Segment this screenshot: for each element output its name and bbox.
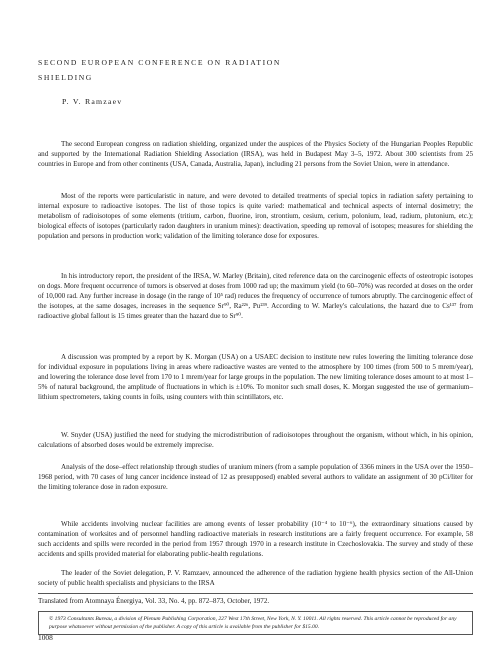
article-title-line-1: SECOND EUROPEAN CONFERENCE ON RADIATION bbox=[38, 58, 281, 67]
copyright-notice-box: © 1973 Consultants Bureau, a division of Plenum Publishing Corporation, 227 West 17th Street, New York, N. Y. 10011. All rights reserved. This article cannot be reproduced for any purpose whatsoever without permission of the publisher. A copy of this article is available from the publisher for $15.00. bbox=[38, 611, 473, 635]
footnote-divider bbox=[38, 593, 473, 594]
body-paragraph: W. Snyder (USA) justified the need for studying the microdistribution of radioisotopes throughout the organism, without which, in his opinion, calculations of absorbed doses would be extremely imprecise. bbox=[38, 431, 473, 449]
body-paragraph: In his introductory report, the president of the IRSA, W. Marley (Britain), cited reference data on the carcinogenic effects of osteotropic isotopes on dogs. More frequent occurrence of tumors is observed at doses from 1000 rad up; the maximum yield (to 60–70%) was recorded at doses on the order of 10,000 rad. Any further increase in dosage (in the range of 10⁵ rad) reduces the frequency of occurrence of tumors abruptly. The carcinogenic effect of the isotopes, at the same dosages, increases in the sequence Sr⁹⁰, Ra²²⁶, Pu²³⁹. According to W. Marley's calculations, the hazard due to Cs¹³⁷ from radioactive global fallout is 15 times greater than the hazard due to Sr⁹⁰. bbox=[38, 272, 473, 320]
translation-note: Translated from Atomnaya Énergiya, Vol. 33, No. 4, pp. 872–873, October, 1972. bbox=[38, 597, 270, 605]
article-title-line-2: SHIELDING bbox=[38, 73, 93, 82]
body-paragraph: The leader of the Soviet delegation, P. V. Ramzaev, announced the adherence of the radiation hygiene health physics section of the All-Union society of public health specialists and physicians to the IRSA bbox=[38, 569, 473, 587]
body-paragraph: A discussion was prompted by a report by K. Morgan (USA) on a USAEC decision to institute new rules lowering the limiting tolerance dose for individual exposure in populations living in areas where radioactive wastes are vented to the atmosphere by 100 times (from 500 to 5 mrem/year), and lowering the tolerance dose level from 170 to 1 mrem/year for large groups in the population. The new limiting tolerance doses amount to at most 1–5% of natural background, the amplitude of fluctuations in which is ±10%. To monitor such small doses, K. Morgan suggested the use of germanium–lithium spectrometers, taking counts in foils, using counters with thin scintillators, etc. bbox=[38, 353, 473, 401]
body-paragraph: While accidents involving nuclear facilities are among events of lesser probability (10⁻⁴ to 10⁻⁶), the extraordinary situations caused by contamination of worksites and of personnel handling radioactive materials in research institutions are a fairly frequent occurrence. For example, 58 such accidents and spills were recorded in the period from 1957 through 1970 in a research institute in Czechoslovakia. The survey and study of these accidents and spills provided material for elaborating public-health regulations. bbox=[38, 520, 473, 558]
page-number: 1008 bbox=[38, 633, 53, 642]
body-paragraph: Most of the reports were particularistic in nature, and were devoted to detailed treatments of special topics in radiation safety pertaining to internal exposure to radioactive isotopes. The list of those topics is quite varied: mathematical and technical aspects of internal dosimetry; the metabolism of radioisotopes of some elements (tritium, carbon, fluorine, iron, strontium, cesium, cerium, polonium, lead, radium, plutonium, etc.); biological effects of isotopes (particularly radon daughters in uranium mines): deactivation, speeding up removal of isotopes; measures for shielding the population and persons in production work; validation of the limiting tolerance dose for exposures. bbox=[38, 192, 473, 240]
author-name: P. V. Ramzaev bbox=[62, 97, 123, 106]
body-paragraph: Analysis of the dose–effect relationship through studies of uranium miners (from a sample population of 3366 miners in the USA over the 1950–1968 period, with 70 cases of lung cancer incidence instead of 12 as presupposed) enabled several authors to validate an assignment of 30 pCi/liter for the limiting tolerance dose in radon exposure. bbox=[38, 463, 473, 491]
body-paragraph: The second European congress on radiation shielding, organized under the auspices of the Physics Society of the Hungarian Peoples Republic and supported by the International Radiation Shielding Association (IRSA), was held in Budapest May 3–5, 1972. About 300 scientists from 25 countries in Europe and from other continents (USA, Canada, Australia, Japan), including 21 persons from the Soviet Union, were in attendance. bbox=[38, 140, 473, 168]
